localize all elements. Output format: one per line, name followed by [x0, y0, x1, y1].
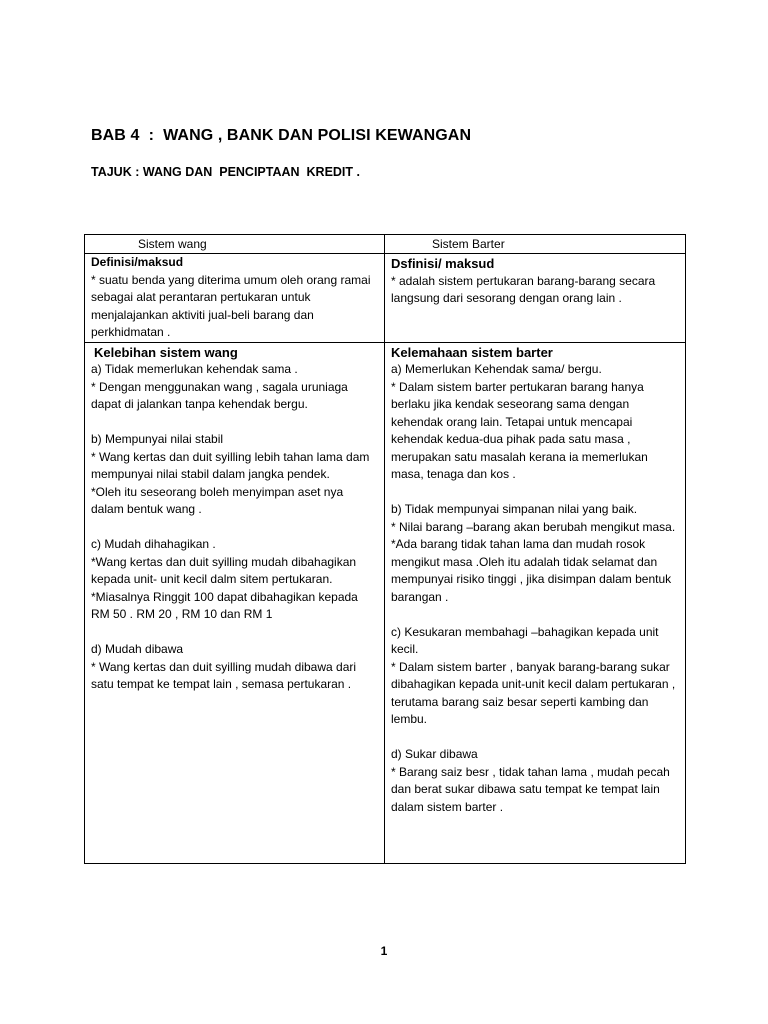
section-text: * Nilai barang –barang akan berubah mengikut masa. *Ada barang tidak tahan lama dan mudah rosok mengikut masa .Oleh itu adalah tidak selamat dan mempunyai risiko tinggi , jika disimpan dalam bentuk barangan .	[391, 519, 676, 604]
cell-heading: Definisi/maksud	[91, 255, 184, 269]
column-header-sistem-wang	[85, 235, 385, 254]
page-number: 1	[380, 944, 388, 958]
table-row-definition	[85, 254, 686, 343]
definition-cell-barter	[385, 254, 686, 343]
section-title: d) Sukar dibawa	[391, 747, 478, 761]
section-title: b) Mempunyai nilai stabil	[91, 432, 224, 446]
page-subtitle: TAJUK : WANG DAN PENCIPTAAN KREDIT .	[91, 165, 360, 179]
column-header-label: Sistem wang	[138, 237, 207, 251]
table-row-comparison	[85, 342, 686, 863]
section-title: c) Kesukaran membahagi –bahagikan kepada unit kecil.	[391, 624, 659, 656]
cell-heading: Dsfinisi/ maksud	[391, 256, 495, 271]
section-text: * Dalam sistem barter pertukaran barang hanya berlaku jika kendak seseorang sama dengan kehendak orang lain. Tetapai untuk mencapai kehendak kedua-dua pihak pada satu masa , merupakan satu masalah kerana ia memerlukan masa, tenaga dan kos .	[391, 379, 648, 481]
cell-heading: Kelebihan sistem wang	[94, 344, 238, 360]
column-header-label: Sistem Barter	[432, 237, 505, 251]
section-text: * Wang kertas dan duit syilling mudah dibawa dari satu tempat ke tempat lain , semasa pertukaran .	[91, 659, 357, 691]
section-text: *Wang kertas dan duit syilling mudah dibahagikan kepada unit- unit kecil dalm sitem pertukaran. *Miasalnya Ringgit 100 dapat dibahagikan kepada RM 50 . RM 20 , RM 10 dan RM 1	[91, 554, 358, 621]
section-title: d) Mudah dibawa	[91, 642, 184, 656]
section-title: b) Tidak mempunyai simpanan nilai yang baik.	[391, 502, 638, 516]
section-title: a) Memerlukan Kehendak sama/ bergu.	[391, 362, 602, 376]
section-title: a) Tidak memerlukan kehendak sama .	[91, 362, 298, 376]
comparison-table	[84, 234, 686, 864]
table-header-row	[85, 235, 686, 254]
section-text: * Dalam sistem barter , banyak barang-barang sukar dibahagikan kepada unit-unit kecil dalam pertukaran , terutama barang saiz besar seperti kambing dan lembu.	[391, 659, 676, 726]
section-text: * Barang saiz besr , tidak tahan lama , mudah pecah dan berat sukar dibawa satu tempat ke tempat lain dalam sistem barter .	[391, 764, 670, 814]
cell-heading: Kelemahaan sistem barter	[391, 344, 553, 360]
disadvantages-cell	[385, 342, 686, 863]
section-text: * Wang kertas dan duit syilling lebih tahan lama dam mempunyai nilai stabil dalam jangka pendek. *Oleh itu seseorang boleh menyimpan aset nya dalam bentuk wang .	[91, 449, 370, 516]
advantages-cell	[85, 342, 385, 863]
column-header-sistem-barter	[385, 235, 686, 254]
cell-text: * suatu benda yang diterima umum oleh orang ramai sebagai alat perantaran pertukaran untuk menjalajankan aktiviti jual-beli barang dan perkhidmatan .	[91, 272, 371, 339]
section-title: c) Mudah dihahagikan .	[91, 537, 216, 551]
section-text: * Dengan menggunakan wang , sagala uruniaga dapat di jalankan tanpa kehendak bergu.	[91, 379, 348, 411]
definition-cell-wang	[85, 254, 385, 343]
cell-text: * adalah sistem pertukaran barang-barang secara langsung dari sesorang dengan orang lain .	[391, 273, 656, 305]
page-title: BAB 4 : WANG , BANK DAN POLISI KEWANGAN	[91, 127, 472, 144]
